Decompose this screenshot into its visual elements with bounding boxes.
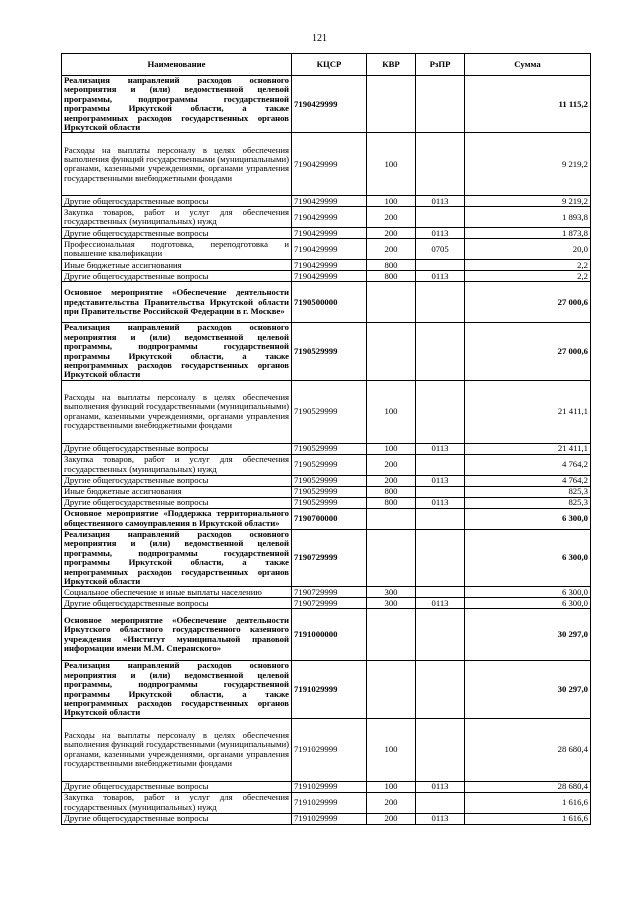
row-name: Закупка товаров, работ и услуг для обеспечения государственных (муниципальных) нужд: [62, 207, 292, 228]
table-row: [62, 133, 591, 196]
row-kvr: 800: [367, 260, 416, 271]
row-kvr: 100: [367, 133, 416, 196]
row-rzpr: [416, 792, 465, 813]
row-kcsr: 7191000000: [292, 609, 367, 661]
table-row: [62, 76, 591, 133]
row-name: Другие общегосударственные вопросы: [62, 781, 292, 792]
table-row: [62, 609, 591, 661]
row-sum: 2,2: [465, 260, 591, 271]
table-row: [62, 587, 591, 598]
row-kvr: 300: [367, 587, 416, 598]
row-sum: 4 764,2: [465, 454, 591, 475]
row-kcsr: 7190429999: [292, 196, 367, 207]
row-kcsr: 7191029999: [292, 781, 367, 792]
row-sum: 1 893,8: [465, 207, 591, 228]
row-sum: 21 411,1: [465, 443, 591, 454]
table-row: [62, 486, 591, 497]
row-kvr: 200: [367, 228, 416, 239]
row-kcsr: 7190729999: [292, 529, 367, 586]
table-row: [62, 239, 591, 260]
row-sum: 6 300,0: [465, 598, 591, 609]
row-name: Реализация направлений расходов основного мероприятия и (или) ведомственной целевой программы, подпрограммы государственной программы Иркутской области, а также непрограммных расходов государственных органов Иркутской области: [62, 529, 292, 586]
row-rzpr: [416, 609, 465, 661]
row-rzpr: [416, 133, 465, 196]
row-name: Социальное обеспечение и иные выплаты населению: [62, 587, 292, 598]
row-rzpr: [416, 508, 465, 529]
row-rzpr: 0113: [416, 443, 465, 454]
table-row: [62, 508, 591, 529]
table-body: [62, 76, 591, 825]
row-sum: 21 411,1: [465, 380, 591, 443]
row-name: Расходы на выплаты персоналу в целях обеспечения выполнения функций государственными (муниципальными) органами, казенными учреждениями, органами управления государственными внебюджетными фондами: [62, 133, 292, 196]
row-kcsr: 7190729999: [292, 598, 367, 609]
row-rzpr: [416, 380, 465, 443]
row-name: Иные бюджетные ассигнования: [62, 260, 292, 271]
row-name: Расходы на выплаты персоналу в целях обеспечения выполнения функций государственными (муниципальными) органами, казенными учреждениями, органами управления государственными внебюджетными фондами: [62, 380, 292, 443]
table-row: [62, 529, 591, 586]
row-rzpr: [416, 529, 465, 586]
table-header: [62, 54, 591, 76]
row-kcsr: 7190529999: [292, 443, 367, 454]
row-name: Основное мероприятие «Поддержка территориального общественного самоуправления в Иркутской области»: [62, 508, 292, 529]
row-sum: 28 680,4: [465, 718, 591, 781]
row-sum: 2,2: [465, 271, 591, 282]
table-row: [62, 196, 591, 207]
table-row: [62, 781, 591, 792]
row-sum: 11 115,2: [465, 76, 591, 133]
row-kvr: 800: [367, 271, 416, 282]
row-kcsr: 7191029999: [292, 661, 367, 718]
table-row: [62, 228, 591, 239]
row-rzpr: [416, 718, 465, 781]
row-rzpr: 0705: [416, 239, 465, 260]
row-sum: 6 300,0: [465, 508, 591, 529]
row-sum: 9 219,2: [465, 196, 591, 207]
table-row: [62, 260, 591, 271]
row-kcsr: 7190500000: [292, 282, 367, 323]
row-kvr: 100: [367, 380, 416, 443]
row-sum: 1 616,6: [465, 813, 591, 824]
row-kvr: [367, 508, 416, 529]
row-kvr: 100: [367, 718, 416, 781]
row-name: Реализация направлений расходов основного мероприятия и (или) ведомственной целевой программы, подпрограммы государственной программы Иркутской области, а также непрограммных расходов государственных органов Иркутской области: [62, 661, 292, 718]
table-row: [62, 323, 591, 380]
table-row: [62, 813, 591, 824]
row-kcsr: 7190529999: [292, 486, 367, 497]
row-sum: 28 680,4: [465, 781, 591, 792]
row-sum: 825,3: [465, 497, 591, 508]
row-kcsr: 7190529999: [292, 497, 367, 508]
row-rzpr: 0113: [416, 475, 465, 486]
row-sum: 9 219,2: [465, 133, 591, 196]
table-row: [62, 380, 591, 443]
row-rzpr: [416, 661, 465, 718]
row-kvr: [367, 529, 416, 586]
row-kvr: [367, 323, 416, 380]
header-rzpr: РзПР: [416, 54, 465, 76]
row-name: Другие общегосударственные вопросы: [62, 598, 292, 609]
header-sum: Сумма: [465, 54, 591, 76]
table-row: [62, 443, 591, 454]
row-rzpr: 0113: [416, 813, 465, 824]
row-sum: 27 000,6: [465, 323, 591, 380]
row-name: Другие общегосударственные вопросы: [62, 443, 292, 454]
row-name: Закупка товаров, работ и услуг для обеспечения государственных (муниципальных) нужд: [62, 454, 292, 475]
row-kvr: 200: [367, 454, 416, 475]
table-row: [62, 792, 591, 813]
row-rzpr: 0113: [416, 781, 465, 792]
row-kvr: 200: [367, 239, 416, 260]
row-kcsr: 7190429999: [292, 133, 367, 196]
row-kcsr: 7190729999: [292, 587, 367, 598]
page-number: 121: [312, 33, 327, 44]
row-rzpr: [416, 587, 465, 598]
row-name: Другие общегосударственные вопросы: [62, 475, 292, 486]
row-kvr: 100: [367, 196, 416, 207]
row-name: Другие общегосударственные вопросы: [62, 196, 292, 207]
table-row: [62, 475, 591, 486]
table-row: [62, 718, 591, 781]
row-sum: 825,3: [465, 486, 591, 497]
row-kvr: 200: [367, 813, 416, 824]
table-row: [62, 598, 591, 609]
row-kvr: 200: [367, 475, 416, 486]
table-row: [62, 207, 591, 228]
row-kcsr: 7190429999: [292, 76, 367, 133]
row-kcsr: 7190529999: [292, 323, 367, 380]
row-kcsr: 7190429999: [292, 239, 367, 260]
table-row: [62, 282, 591, 323]
row-name: Закупка товаров, работ и услуг для обеспечения государственных (муниципальных) нужд: [62, 792, 292, 813]
row-sum: 1 873,8: [465, 228, 591, 239]
row-kvr: 800: [367, 486, 416, 497]
header-row: [62, 54, 591, 76]
row-name: Другие общегосударственные вопросы: [62, 813, 292, 824]
row-name: Реализация направлений расходов основного мероприятия и (или) ведомственной целевой программы, подпрограммы государственной программы Иркутской области, а также непрограммных расходов государственных органов Иркутской области: [62, 76, 292, 133]
row-rzpr: 0113: [416, 598, 465, 609]
row-name: Реализация направлений расходов основного мероприятия и (или) ведомственной целевой программы, подпрограммы государственной программы Иркутской области, а также непрограммных расходов государственных органов Иркутской области: [62, 323, 292, 380]
row-name: Расходы на выплаты персоналу в целях обеспечения выполнения функций государственными (муниципальными) органами, казенными учреждениями, органами управления государственными внебюджетными фондами: [62, 718, 292, 781]
row-rzpr: [416, 486, 465, 497]
row-kcsr: 7191029999: [292, 792, 367, 813]
budget-table: [61, 53, 591, 825]
header-kvr: КВР: [367, 54, 416, 76]
row-kvr: [367, 661, 416, 718]
row-rzpr: [416, 282, 465, 323]
row-rzpr: 0113: [416, 196, 465, 207]
header-name: Наименование: [62, 54, 292, 76]
row-kvr: [367, 76, 416, 133]
row-kcsr: 7190429999: [292, 228, 367, 239]
table-row: [62, 454, 591, 475]
table-row: [62, 661, 591, 718]
row-rzpr: 0113: [416, 497, 465, 508]
row-kcsr: 7190529999: [292, 475, 367, 486]
row-name: Профессиональная подготовка, переподготовка и повышение квалификации: [62, 239, 292, 260]
row-name: Основное мероприятие «Обеспечение деятельности Иркутского областного государственного казенного учреждения «Институт муниципальной правовой информации имени М.М. Сперанского»: [62, 609, 292, 661]
row-rzpr: 0113: [416, 271, 465, 282]
row-kvr: 300: [367, 598, 416, 609]
row-rzpr: [416, 260, 465, 271]
row-kvr: [367, 282, 416, 323]
row-sum: 20,0: [465, 239, 591, 260]
row-kcsr: 7191029999: [292, 813, 367, 824]
row-sum: 6 300,0: [465, 587, 591, 598]
row-kcsr: 7190429999: [292, 271, 367, 282]
row-kcsr: 7191029999: [292, 718, 367, 781]
row-kvr: 100: [367, 443, 416, 454]
header-kcsr: КЦСР: [292, 54, 367, 76]
row-sum: 1 616,6: [465, 792, 591, 813]
row-rzpr: [416, 207, 465, 228]
row-kvr: [367, 609, 416, 661]
row-kvr: 200: [367, 207, 416, 228]
row-sum: 30 297,0: [465, 661, 591, 718]
row-rzpr: [416, 323, 465, 380]
row-name: Другие общегосударственные вопросы: [62, 497, 292, 508]
row-rzpr: 0113: [416, 228, 465, 239]
row-rzpr: [416, 76, 465, 133]
row-kcsr: 7190529999: [292, 454, 367, 475]
row-name: Другие общегосударственные вопросы: [62, 228, 292, 239]
row-kvr: 800: [367, 497, 416, 508]
row-name: Основное мероприятие «Обеспечение деятельности представительства Правительства Иркутской области при Правительстве Российской Федерации в г. Москве»: [62, 282, 292, 323]
row-kcsr: 7190429999: [292, 260, 367, 271]
row-kcsr: 7190529999: [292, 380, 367, 443]
row-sum: 4 764,2: [465, 475, 591, 486]
row-rzpr: [416, 454, 465, 475]
table-row: [62, 271, 591, 282]
table-row: [62, 497, 591, 508]
row-kvr: 100: [367, 781, 416, 792]
row-kvr: 200: [367, 792, 416, 813]
row-name: Иные бюджетные ассигнования: [62, 486, 292, 497]
row-kcsr: 7190700000: [292, 508, 367, 529]
row-kcsr: 7190429999: [292, 207, 367, 228]
row-sum: 30 297,0: [465, 609, 591, 661]
row-sum: 6 300,0: [465, 529, 591, 586]
row-name: Другие общегосударственные вопросы: [62, 271, 292, 282]
row-sum: 27 000,6: [465, 282, 591, 323]
